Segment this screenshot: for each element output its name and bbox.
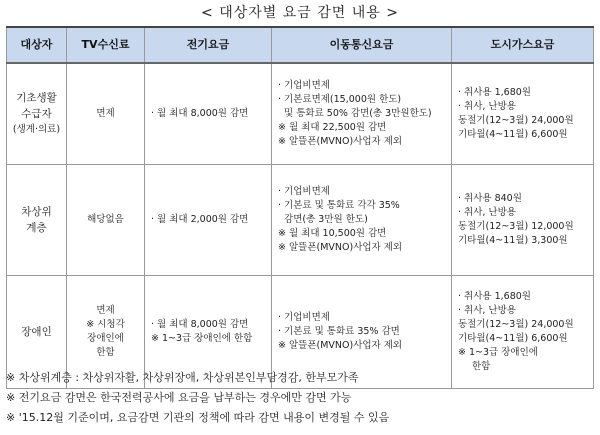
mobile-line: · 기업비면제	[278, 80, 330, 91]
footnote: ※ 전기요금 감면은 한국전력공사에 요금을 납부하는 경우에만 감면 가능	[6, 391, 352, 404]
table-header-row	[7, 27, 594, 63]
category-line: 수급자	[21, 108, 52, 120]
tv-fee-cell	[67, 63, 145, 165]
mobile-line: ※ 월 최대 22,500원 감면	[278, 122, 387, 133]
mobile-fee-cell	[272, 165, 452, 276]
mobile-line: · 기본료면제(15,000원 한도)	[278, 94, 402, 105]
mobile-line: · 기업비면제	[278, 312, 330, 323]
gas-fee-cell	[452, 63, 594, 165]
category-line: 계층	[26, 222, 47, 234]
mobile-line: 감면(총 3만원 한도)	[278, 214, 368, 225]
gas-line: · 취사, 난방용	[458, 101, 516, 112]
electric-fee-cell	[145, 165, 272, 276]
category-line: 기초생활	[16, 92, 57, 104]
gas-line: 동절기(12~3월) 12,000원	[458, 221, 574, 232]
mobile-line: · 기본료 및 통화료 35% 감면	[278, 326, 400, 337]
header-electric-fee: 전기요금	[145, 27, 272, 63]
header-tv-fee: TV수신료	[67, 27, 145, 63]
header-target: 대상자	[7, 27, 67, 63]
tv-line: 해당없음	[87, 214, 124, 225]
mobile-line: · 기본료 및 통화료 각각 35%	[278, 200, 400, 211]
mobile-fee-cell	[272, 63, 452, 165]
electric-line: · 월 최대 8,000원 감면	[151, 108, 249, 119]
mobile-line: ※ 월 최대 10,500원 감면	[278, 228, 387, 239]
page-title: < 대상자별 요금 감면 내용 >	[201, 5, 399, 21]
gas-line: · 취사, 난방용	[458, 305, 516, 316]
gas-line: · 취사용 840원	[458, 193, 522, 204]
table-row	[7, 165, 594, 276]
header-gas-fee: 도시가스요금	[452, 27, 594, 63]
gas-fee-cell	[452, 165, 594, 276]
electric-line: · 월 최대 8,000원 감면	[151, 319, 249, 330]
footnote: ※ 차상위계층 : 차상위자활, 차상위장애, 차상위본인부담경감, 한부모가족	[6, 371, 359, 384]
electric-line: ※ 1~3급 장애인에 한함	[151, 333, 253, 344]
gas-line: 동절기(12~3월) 24,000원	[458, 115, 574, 126]
gas-line: ※ 1~3급 장애인에	[458, 347, 538, 358]
header-mobile-fee: 이동통신요금	[272, 27, 452, 63]
tv-line: 면제	[96, 108, 115, 119]
footnote: ※ '15.12월 기준이며, 요금감면 기관의 정책에 따라 감면 내용이 변경될 수 있음	[6, 411, 390, 424]
tv-line: 면제	[96, 305, 115, 316]
tv-fee-cell	[67, 165, 145, 276]
tv-line: 한함	[96, 347, 115, 358]
gas-line: · 취사용 1,680원	[458, 291, 531, 302]
tv-line: 장애인에	[87, 333, 124, 344]
gas-line: 기타월(4~11월) 3,300원	[458, 235, 568, 246]
mobile-line: ※ 알뜰폰(MVNO)사업자 제외	[278, 136, 403, 147]
mobile-line: ※ 알뜰폰(MVNO)사업자 제외	[278, 340, 403, 351]
tv-line: ※ 시청각	[86, 319, 125, 330]
category-cell	[7, 165, 67, 276]
mobile-line: 및 통화료 50% 감면(총 3만원한도)	[278, 108, 432, 119]
category-line: 차상위	[21, 206, 52, 218]
category-cell	[7, 63, 67, 165]
footnotes	[6, 368, 596, 428]
category-line: 장애인	[21, 326, 52, 338]
gas-line: 한함	[472, 361, 491, 372]
gas-line: · 취사용 1,680원	[458, 87, 531, 98]
gas-line: 동절기(12~3월) 24,000원	[458, 319, 574, 330]
electric-line: · 월 최대 2,000원 감면	[151, 214, 249, 225]
gas-line: 기타월(4~11월) 6,600원	[458, 333, 568, 344]
gas-line: · 취사, 난방용	[458, 207, 516, 218]
table-row	[7, 63, 594, 165]
discount-table	[6, 26, 594, 389]
electric-fee-cell	[145, 63, 272, 165]
mobile-line: ※ 알뜰폰(MVNO)사업자 제외	[278, 242, 403, 253]
category-line: (생계·의료)	[12, 124, 61, 135]
gas-line: 기타월(4~11월) 6,600원	[458, 129, 568, 140]
mobile-line: · 기업비면제	[278, 186, 330, 197]
